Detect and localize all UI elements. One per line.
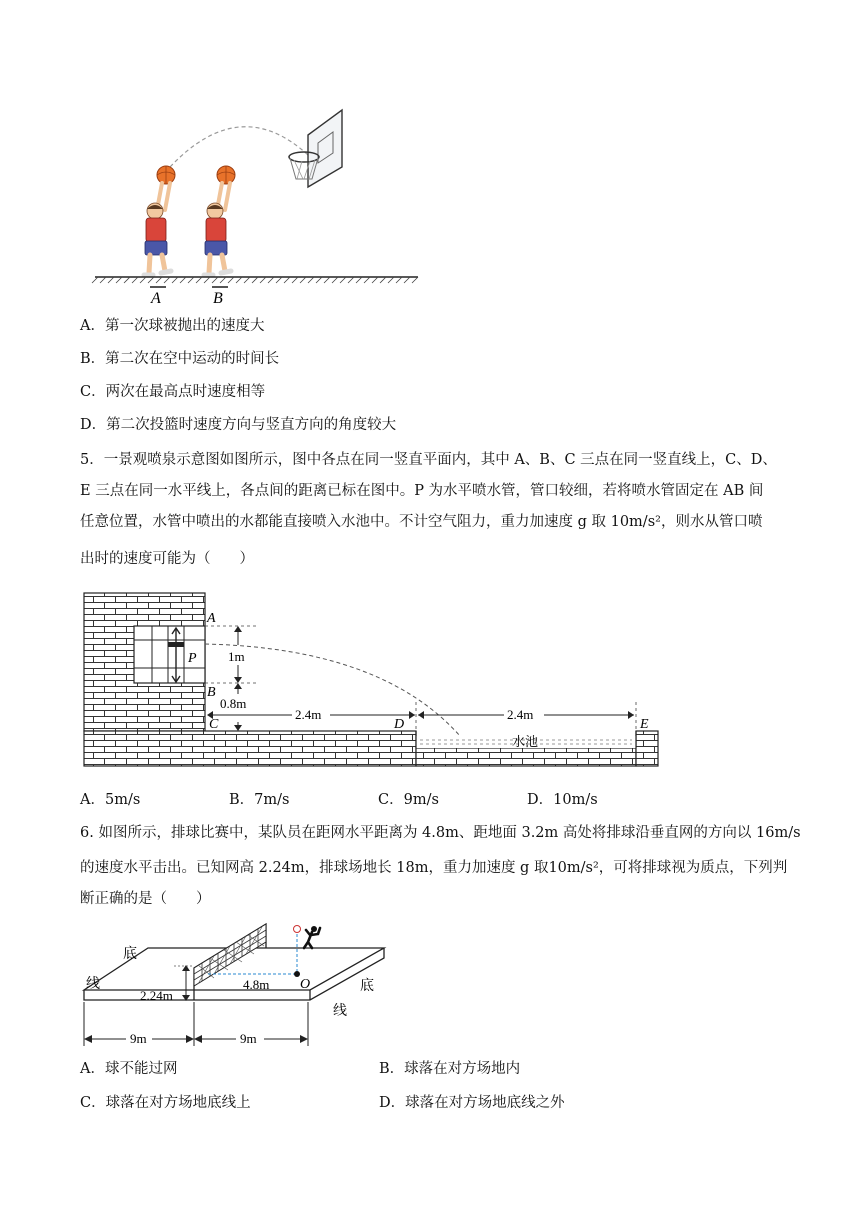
q4-option-c[interactable]: C．两次在最高点时速度相等: [80, 384, 266, 400]
q6-stem-line-3: 断正确的是（ ）: [80, 891, 211, 907]
q6-stem-line-1: 6. 如图所示，排球比赛中，某队员在距网水平距离为 4.8m、距地面 3.2m 高处将排球沿垂直网的方向以 16m/s: [80, 825, 801, 841]
label-b: B: [213, 290, 223, 307]
q5-option-d[interactable]: D．10m/s: [527, 792, 598, 808]
point-p: P: [188, 651, 197, 666]
base-line-left-1: 底: [123, 947, 137, 962]
dim-cd: 2.4m: [295, 707, 322, 722]
base-line-right-2: 线: [333, 1004, 347, 1019]
q5-stem-line-3: 任意位置，水管中喷出的水都能直接喷入水池中。不计空气阻力，重力加速度 g 取 10m/s²，则水从管口喷: [80, 514, 763, 530]
q5-option-a[interactable]: A．5m/s: [80, 792, 141, 808]
q5-stem-line-1: 5．一景观喷泉示意图如图所示，图中各点在同一竖直平面内，其中 A、B、C 三点在同一竖直线上，C、D、: [80, 452, 777, 468]
pool-label: 水池: [512, 734, 539, 749]
q5-option-b[interactable]: B．7m/s: [229, 792, 290, 808]
player-icon: [304, 926, 320, 948]
q4-option-a[interactable]: A．第一次球被抛出的速度大: [80, 318, 265, 334]
dim-bc: 0.8m: [220, 696, 247, 711]
dim-de: 2.4m: [507, 707, 534, 722]
volleyball-figure: [78, 918, 390, 1050]
q5-stem-line-2: E 三点在同一水平线上，各点间的距离已标在图中。P 为水平喷水管，管口较细，若将喷水管固定在 AB 间: [80, 483, 764, 499]
half-right-label: 9m: [240, 1031, 257, 1046]
point-d: D: [394, 717, 405, 732]
q6-option-a[interactable]: A．球不能过网: [80, 1061, 178, 1077]
base-line-left-2: 线: [86, 977, 100, 992]
ground-strip-left: [84, 731, 416, 766]
q5-stem-line-4: 出时的速度可能为（ ）: [80, 551, 254, 567]
q6-option-d[interactable]: D．球落在对方场地底线之外: [379, 1095, 565, 1111]
point-o-label: O: [300, 977, 311, 992]
point-e: E: [640, 717, 649, 732]
ground-strip-right: [636, 731, 658, 766]
point-c: C: [209, 717, 219, 732]
q6-option-b[interactable]: B．球落在对方场地内: [379, 1061, 521, 1077]
base-line-right-1: 底: [360, 979, 374, 994]
q4-option-b[interactable]: B．第二次在空中运动的时间长: [80, 351, 280, 367]
ball-trajectory: [170, 127, 308, 167]
player-b: [204, 166, 235, 275]
net-height-label: 2.24m: [140, 988, 173, 1003]
point-b: B: [207, 685, 216, 700]
ground: [92, 277, 418, 283]
basketball-figure: [90, 105, 430, 310]
dim-ab: 1m: [228, 649, 245, 664]
q6-option-c[interactable]: C．球落在对方场地底线上: [80, 1095, 251, 1111]
point-a: A: [207, 611, 216, 626]
fountain-figure: [82, 590, 662, 770]
half-left-label: 9m: [130, 1031, 147, 1046]
basketball-hoop: [289, 110, 342, 187]
distance-label: 4.8m: [243, 977, 270, 992]
pool-floor: [416, 748, 636, 766]
player-a: [144, 166, 175, 275]
q4-option-d[interactable]: D．第二次投篮时速度方向与竖直方向的角度较大: [80, 417, 397, 433]
q6-stem-line-2: 的速度水平击出。已知网高 2.24m，排球场地长 18m，重力加速度 g 取10m/s²，可将排球视为质点，下列判: [80, 860, 788, 876]
ball-icon: [294, 926, 301, 933]
label-a: A: [151, 290, 161, 307]
q5-option-c[interactable]: C．9m/s: [378, 792, 439, 808]
